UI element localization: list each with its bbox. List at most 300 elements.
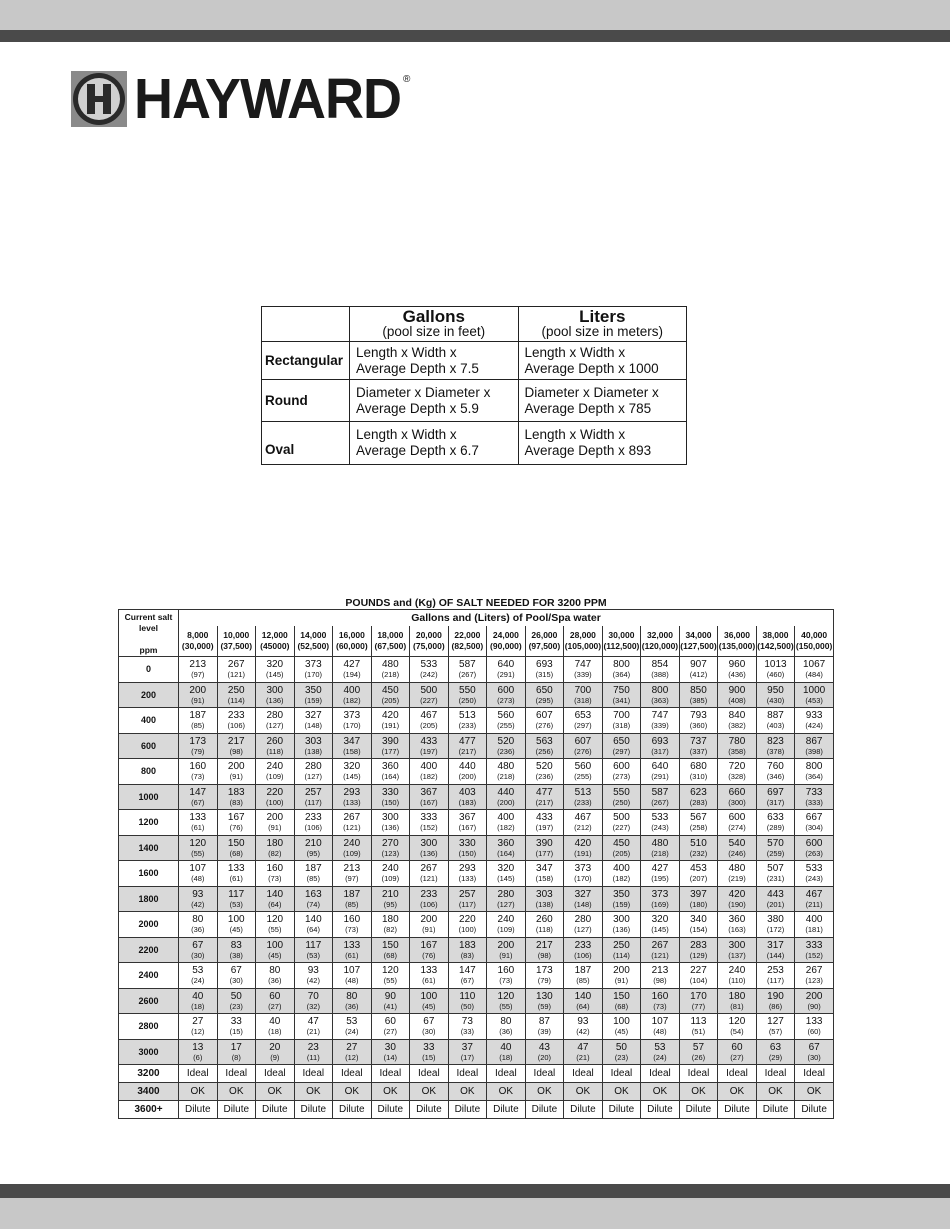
volume-header-cell	[256, 626, 295, 656]
kg-value: (98)	[537, 950, 552, 960]
salt-amount-cell	[641, 733, 680, 759]
salt-amount-cell	[217, 708, 256, 734]
salt-amount-cell	[718, 963, 757, 989]
gallons-value: 18,000	[377, 630, 404, 641]
top-band-light	[0, 0, 950, 30]
kg-value: (219)	[728, 874, 746, 884]
salt-status-cell: OK	[564, 1083, 603, 1101]
pounds-value: 267	[805, 965, 823, 977]
kg-value: (48)	[345, 976, 359, 986]
kg-value: (100)	[266, 797, 284, 807]
kg-value: (164)	[381, 772, 400, 782]
pounds-value: 140	[574, 990, 592, 1002]
kg-value: (152)	[805, 950, 823, 960]
kg-value: (6)	[193, 1052, 203, 1062]
salt-amount-cell	[487, 937, 526, 963]
volume-header-cell	[718, 626, 757, 656]
pounds-value: 200	[420, 914, 438, 926]
salt-amount-cell	[448, 1039, 487, 1065]
volume-header-cell	[410, 626, 449, 656]
pounds-value: 660	[728, 786, 746, 798]
pounds-value: 533	[420, 659, 438, 671]
salt-amount-cell	[602, 886, 641, 912]
pounds-value: 733	[805, 786, 823, 798]
kg-value: (145)	[343, 772, 361, 782]
kg-value: (39)	[537, 1027, 552, 1037]
pounds-value: 217	[227, 735, 245, 747]
pounds-value: 800	[805, 761, 823, 773]
pounds-value: 147	[189, 786, 207, 798]
salt-amount-cell	[410, 657, 449, 683]
kg-value: (170)	[304, 670, 323, 680]
pounds-value: 507	[767, 863, 784, 875]
kg-value: (164)	[497, 848, 515, 858]
pounds-value: 163	[304, 888, 322, 900]
salt-amount-cell	[564, 1014, 603, 1040]
pounds-value: 960	[728, 659, 746, 671]
kg-value: (136)	[612, 925, 631, 935]
salt-amount-cell	[525, 784, 564, 810]
salt-amount-cell	[487, 835, 526, 861]
pounds-value: 240	[728, 965, 746, 977]
kg-value: (121)	[227, 670, 246, 680]
table-row	[119, 1014, 834, 1040]
kg-value: (236)	[535, 772, 554, 782]
pounds-value: 73	[461, 1016, 473, 1028]
salt-amount-cell	[217, 963, 256, 989]
hayward-logo	[70, 67, 411, 131]
volume-header-cell	[217, 626, 256, 656]
pounds-value: 133	[227, 863, 245, 875]
salt-amount-cell	[564, 886, 603, 912]
pounds-value: 47	[307, 1016, 319, 1028]
salt-status-cell: Dilute	[679, 1101, 718, 1119]
salt-amount-cell	[795, 835, 834, 861]
liters-value: (105,000)	[564, 641, 602, 652]
liters-value: (67,500)	[374, 641, 407, 652]
kg-value: (263)	[805, 848, 823, 858]
pounds-value: 607	[574, 735, 592, 747]
salt-amount-cell	[564, 861, 603, 887]
kg-value: (104)	[689, 976, 708, 986]
pounds-value: 400	[497, 812, 515, 824]
kg-value: (460)	[766, 670, 785, 680]
kg-value: (110)	[728, 976, 746, 986]
kg-value: (412)	[689, 670, 708, 680]
salt-status-cell: Dilute	[294, 1101, 333, 1119]
salt-amount-cell	[371, 784, 410, 810]
salt-amount-cell	[718, 810, 757, 836]
kg-value: (91)	[499, 950, 513, 960]
salt-amount-cell	[641, 861, 680, 887]
salt-amount-cell	[333, 784, 372, 810]
salt-amount-cell	[410, 912, 449, 938]
kg-value: (363)	[651, 695, 669, 705]
salt-amount-cell	[525, 886, 564, 912]
pounds-value: 450	[613, 837, 630, 849]
pounds-value: 117	[305, 939, 322, 951]
pounds-value: 160	[497, 965, 515, 977]
kg-value: (194)	[343, 670, 361, 680]
salt-amount-cell	[602, 1014, 641, 1040]
pounds-value: 50	[615, 1041, 627, 1053]
volume-header-cell	[487, 626, 526, 656]
salt-amount-cell	[602, 1039, 641, 1065]
pounds-value: 140	[266, 888, 284, 900]
pounds-value: 433	[536, 812, 553, 824]
kg-value: (182)	[497, 823, 515, 833]
kg-value: (100)	[458, 925, 477, 935]
salt-amount-cell	[371, 963, 410, 989]
pounds-value: 257	[304, 786, 322, 798]
kg-value: (158)	[343, 746, 361, 756]
liters-value: (120,000)	[641, 641, 679, 652]
pounds-value: 253	[767, 965, 784, 977]
formula-line: Average Depth x 6.7	[356, 443, 479, 458]
formula-line: Length x Width x	[356, 427, 457, 442]
pounds-value: 600	[497, 684, 515, 696]
pounds-value: 200	[613, 965, 630, 977]
kg-value: (82)	[383, 925, 397, 935]
salt-amount-cell	[718, 1039, 757, 1065]
pounds-value: 330	[459, 837, 476, 849]
pounds-value: 260	[536, 914, 553, 926]
pounds-value: 53	[192, 965, 204, 977]
pounds-value: 373	[304, 659, 322, 671]
kg-value: (23)	[614, 1052, 629, 1062]
salt-amount-cell	[641, 1039, 680, 1065]
kg-value: (64)	[576, 1001, 590, 1011]
kg-value: (36)	[345, 1001, 359, 1011]
kg-value: (300)	[728, 797, 746, 807]
pounds-value: 80	[346, 990, 358, 1002]
hayward-emblem-icon	[70, 70, 128, 128]
pounds-value: 67	[808, 1041, 820, 1053]
kg-value: (167)	[420, 797, 438, 807]
salt-amount-cell	[718, 733, 757, 759]
kg-value: (297)	[574, 721, 592, 731]
pounds-value: 187	[574, 965, 592, 977]
pounds-value: 127	[767, 1016, 784, 1028]
pounds-value: 40	[192, 990, 204, 1002]
gallons-value: 24,000	[492, 630, 519, 641]
salt-amount-cell	[179, 733, 218, 759]
kg-value: (150)	[458, 848, 477, 858]
pounds-value: 53	[346, 1016, 358, 1028]
pounds-value: 183	[227, 786, 245, 798]
salt-amount-cell	[256, 810, 295, 836]
pounds-value: 183	[459, 939, 476, 951]
salt-status-cell: OK	[525, 1083, 564, 1101]
kg-value: (17)	[460, 1052, 475, 1062]
pounds-value: 167	[420, 939, 438, 951]
kg-value: (36)	[499, 1027, 513, 1037]
pounds-value: 37	[461, 1041, 473, 1053]
ppm-cell: 2400	[119, 963, 179, 989]
salt-amount-cell	[294, 988, 333, 1014]
ppm-cell: 3600+	[119, 1101, 179, 1119]
kg-value: (170)	[574, 874, 592, 884]
table-row	[119, 657, 834, 683]
volume-header-cell	[179, 626, 218, 656]
pounds-value: 540	[728, 837, 746, 849]
kg-value: (328)	[728, 772, 746, 782]
kg-value: (255)	[497, 721, 515, 731]
salt-amount-cell	[756, 1039, 795, 1065]
salt-amount-cell	[179, 912, 218, 938]
salt-amount-cell	[256, 963, 295, 989]
salt-status-cell: OK	[410, 1083, 449, 1101]
pounds-value: 533	[805, 863, 823, 875]
salt-amount-cell	[564, 784, 603, 810]
kg-value: (273)	[497, 695, 515, 705]
kg-value: (152)	[420, 823, 438, 833]
salt-amount-cell	[256, 708, 295, 734]
salt-amount-cell	[795, 733, 834, 759]
kg-value: (24)	[653, 1052, 667, 1062]
salt-amount-cell	[217, 912, 256, 938]
pounds-value: 93	[577, 1016, 589, 1028]
kg-value: (15)	[229, 1027, 243, 1037]
pounds-value: 477	[459, 735, 476, 747]
kg-value: (79)	[537, 976, 552, 986]
kg-value: (339)	[574, 670, 592, 680]
kg-value: (68)	[229, 848, 243, 858]
ppm-cell: 400	[119, 708, 179, 734]
pounds-value: 133	[805, 1016, 823, 1028]
pounds-value: 233	[227, 710, 245, 722]
salt-amount-cell	[294, 963, 333, 989]
salt-status-cell: Dilute	[256, 1101, 295, 1119]
salt-amount-cell	[641, 937, 680, 963]
pounds-value: 700	[613, 710, 630, 722]
salt-amount-cell	[564, 835, 603, 861]
kg-value: (243)	[651, 823, 669, 833]
salt-status-cell: Dilute	[602, 1101, 641, 1119]
top-band-dark	[0, 30, 950, 42]
volume-header-row	[119, 626, 834, 656]
salt-amount-cell	[410, 937, 449, 963]
kg-value: (85)	[191, 721, 205, 731]
salt-amount-cell	[448, 963, 487, 989]
salt-amount-cell	[333, 1014, 372, 1040]
pounds-value: 107	[343, 965, 361, 977]
salt-amount-cell	[679, 682, 718, 708]
salt-amount-cell	[602, 657, 641, 683]
pounds-value: 330	[381, 786, 399, 798]
pounds-value: 27	[192, 1016, 204, 1028]
salt-amount-cell	[679, 733, 718, 759]
pounds-value: 347	[536, 863, 553, 875]
gallons-title: Gallons	[402, 307, 465, 326]
salt-amount-cell	[564, 1039, 603, 1065]
formula-row-rectangular	[262, 342, 687, 380]
table-row	[119, 937, 834, 963]
kg-value: (18)	[268, 1027, 282, 1037]
salt-amount-cell	[525, 963, 564, 989]
salt-amount-cell	[718, 835, 757, 861]
pounds-value: 333	[805, 939, 823, 951]
kg-value: (83)	[229, 797, 243, 807]
table-row	[119, 835, 834, 861]
pounds-value: 100	[227, 914, 245, 926]
kg-value: (114)	[227, 695, 245, 705]
salt-amount-cell	[217, 886, 256, 912]
kg-value: (18)	[191, 1001, 205, 1011]
liters-header	[518, 307, 686, 342]
salt-amount-cell	[487, 708, 526, 734]
salt-amount-cell	[256, 912, 295, 938]
pounds-value: 750	[613, 684, 630, 696]
salt-amount-cell	[448, 861, 487, 887]
salt-amount-cell	[756, 810, 795, 836]
kg-value: (121)	[651, 950, 669, 960]
pounds-value: 213	[343, 863, 361, 875]
kg-value: (276)	[535, 721, 554, 731]
kg-value: (182)	[420, 772, 438, 782]
kg-value: (233)	[458, 721, 477, 731]
salt-status-cell: OK	[256, 1083, 295, 1101]
salt-amount-cell	[564, 708, 603, 734]
pounds-value: 50	[230, 990, 242, 1002]
kg-value: (364)	[805, 772, 823, 782]
salt-header-row	[119, 610, 834, 627]
salt-amount-cell	[756, 1014, 795, 1040]
kg-value: (364)	[612, 670, 631, 680]
salt-amount-cell	[217, 682, 256, 708]
kg-value: (95)	[383, 899, 397, 909]
pounds-value: 907	[690, 659, 707, 671]
kg-value: (30)	[422, 1027, 436, 1037]
salt-amount-cell	[795, 708, 834, 734]
pounds-value: 400	[805, 914, 823, 926]
salt-amount-cell	[525, 861, 564, 887]
kg-value: (85)	[345, 899, 359, 909]
salt-amount-cell	[371, 937, 410, 963]
pounds-value: 20	[269, 1041, 281, 1053]
kg-value: (30)	[807, 1052, 821, 1062]
kg-value: (255)	[574, 772, 592, 782]
pounds-value: 220	[459, 914, 476, 926]
formula-line: Average Depth x 7.5	[356, 360, 479, 376]
salt-amount-cell	[564, 682, 603, 708]
salt-amount-cell	[217, 759, 256, 785]
pounds-value: 380	[767, 914, 784, 926]
pounds-value: 397	[690, 888, 707, 900]
salt-amount-cell	[679, 886, 718, 912]
salt-amount-cell	[564, 912, 603, 938]
liters-value: (45000)	[260, 641, 290, 652]
kg-value: (148)	[304, 721, 323, 731]
salt-status-cell: Dilute	[756, 1101, 795, 1119]
pounds-value: 240	[266, 761, 284, 773]
kg-value: (180)	[689, 899, 708, 909]
salt-amount-cell	[525, 657, 564, 683]
salt-amount-cell	[795, 1014, 834, 1040]
pounds-value: 1067	[803, 659, 826, 671]
kg-value: (304)	[805, 823, 823, 833]
kg-value: (276)	[574, 746, 592, 756]
salt-amount-cell	[179, 1014, 218, 1040]
salt-status-cell: OK	[179, 1083, 218, 1101]
kg-value: (114)	[612, 950, 630, 960]
salt-amount-cell	[525, 759, 564, 785]
pounds-value: 480	[651, 837, 669, 849]
brand-wordmark: HAYWARD	[134, 67, 402, 131]
pounds-value: 267	[651, 939, 669, 951]
salt-amount-cell	[679, 912, 718, 938]
salt-amount-cell	[294, 810, 333, 836]
kg-value: (243)	[805, 874, 823, 884]
salt-status-cell: Dilute	[795, 1101, 834, 1119]
salt-status-cell: Dilute	[410, 1101, 449, 1119]
kg-value: (8)	[231, 1052, 241, 1062]
salt-amount-cell	[217, 1014, 256, 1040]
pounds-value: 80	[269, 965, 281, 977]
kg-value: (106)	[420, 899, 438, 909]
pounds-value: 327	[304, 710, 322, 722]
salt-status-cell: Ideal	[564, 1065, 603, 1083]
kg-value: (127)	[266, 721, 284, 731]
kg-value: (30)	[229, 976, 243, 986]
salt-amount-cell	[641, 835, 680, 861]
pounds-value: 250	[613, 939, 630, 951]
kg-value: (73)	[345, 925, 359, 935]
table-row	[119, 1065, 834, 1083]
pounds-value: 300	[266, 684, 284, 696]
kg-value: (106)	[304, 823, 323, 833]
gallons-header	[350, 307, 518, 342]
kg-value: (169)	[651, 899, 669, 909]
kg-value: (127)	[574, 925, 592, 935]
salt-amount-cell	[294, 835, 333, 861]
salt-amount-cell	[294, 733, 333, 759]
pounds-value: 513	[459, 710, 476, 722]
kg-value: (30)	[191, 950, 205, 960]
formula-line: Average Depth x 785	[524, 400, 652, 416]
salt-amount-cell	[525, 708, 564, 734]
table-row	[119, 1039, 834, 1065]
kg-value: (227)	[420, 695, 438, 705]
pounds-value: 367	[420, 786, 438, 798]
salt-amount-cell	[487, 988, 526, 1014]
table-row	[119, 988, 834, 1014]
pounds-value: 587	[651, 786, 669, 798]
salt-amount-cell	[718, 861, 757, 887]
kg-value: (73)	[191, 772, 205, 782]
pounds-value: 267	[343, 812, 361, 824]
pounds-value: 220	[266, 786, 284, 798]
pounds-value: 700	[574, 684, 592, 696]
gallons-value: 32,000	[646, 630, 673, 641]
salt-amount-cell	[756, 708, 795, 734]
salt-amount-cell	[679, 1039, 718, 1065]
salt-amount-cell	[602, 912, 641, 938]
salt-amount-cell	[756, 784, 795, 810]
pounds-value: 293	[343, 786, 361, 798]
salt-amount-cell	[448, 886, 487, 912]
kg-value: (91)	[614, 976, 629, 986]
pounds-value: 280	[266, 710, 284, 722]
pounds-value: 440	[459, 761, 476, 773]
pounds-value: 13	[192, 1041, 204, 1053]
formula-line: Length x Width x	[356, 344, 457, 360]
salt-amount-cell	[795, 937, 834, 963]
kg-value: (183)	[458, 797, 477, 807]
table-row	[119, 861, 834, 887]
pounds-value: 257	[459, 888, 476, 900]
kg-value: (53)	[306, 950, 320, 960]
